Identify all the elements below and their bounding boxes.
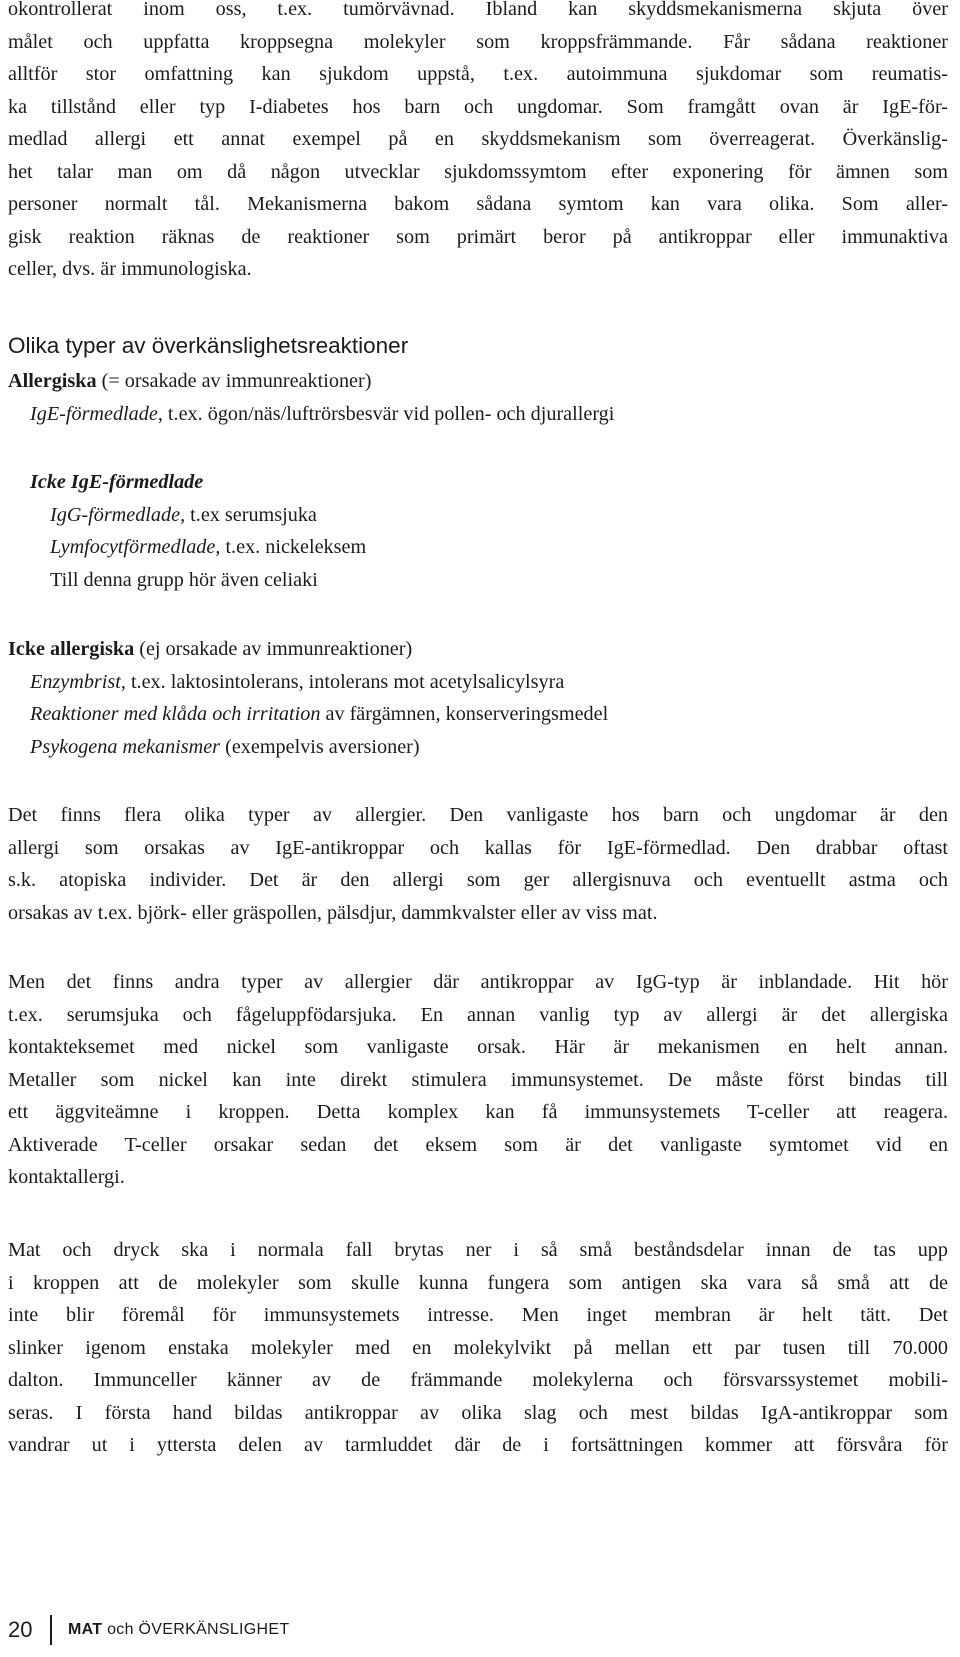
text-line: alltför stor omfattning kan sjukdom uppstå, t.ex. autoimmuna sjukdomar som reumatis- xyxy=(8,63,948,85)
allergic-label: Allergiska xyxy=(8,370,97,392)
lymphocyte-line xyxy=(8,531,948,564)
running-title-mid: och xyxy=(102,1621,139,1638)
text-line: allergi som orsakas av IgE-antikroppar och kallas för IgE-förmedlad. Den drabbar oftast xyxy=(8,836,948,859)
enzyme-line xyxy=(8,666,948,699)
itch-text: av färgämnen, konserveringsmedel xyxy=(320,703,609,725)
text-line: Men det finns andra typer av allergier där antikroppar av IgG-typ är inblandade. Hit hör xyxy=(8,971,948,993)
page-footer xyxy=(8,1612,289,1648)
allergic-desc: (= orsakade av immunreaktioner) xyxy=(96,370,372,392)
footer-divider xyxy=(50,1615,52,1645)
text-line: målet och uppfatta kroppsegna molekyler som kroppsfrämmande. Får sådana reaktioner xyxy=(8,30,948,53)
running-title xyxy=(68,1621,289,1639)
body-paragraph-3 xyxy=(8,1234,948,1462)
text-line: Mat och dryck ska i normala fall brytas ner i så små beståndsdelar innan de tas upp xyxy=(8,1239,948,1261)
psychogenic-text: (exempelvis aversioner) xyxy=(220,735,420,758)
psychogenic-term: Psykogena mekanismer xyxy=(30,735,221,758)
text-line: slinker igenom enstaka molekyler med en molekylvikt på mellan ett par tusen till 70.000 xyxy=(8,1336,948,1359)
allergic-list xyxy=(8,365,948,430)
text-line: kontakteksemet med nickel som vanligaste orsak. Här är mekanismen en helt annan. xyxy=(8,1036,948,1058)
text-line: seras. I första hand bildas antikroppar av olika slag och mest bildas IgA-antikroppar som xyxy=(8,1401,948,1424)
document-page xyxy=(8,0,956,1657)
itch-term: Reaktioner med klåda och irritation xyxy=(30,703,321,725)
text-line: s.k. atopiska individer. Det är den allergi som ger allergisnuva och eventuellt astma och xyxy=(8,869,948,891)
text-line: vandrar ut i yttersta delen av tarmluddet där de i fortsättningen kommer att försvåra för xyxy=(8,1434,948,1456)
igg-term: IgG-förmedlade, xyxy=(50,503,186,526)
non-ige-list xyxy=(8,466,948,596)
text-line: ett äggviteämne i kroppen. Detta komplex kan få immunsystemets T-celler att reagera. xyxy=(8,1101,948,1123)
text-line: ka tillstånd eller typ I-diabetes hos barn och ungdomar. Som framgått ovan är IgE-för- xyxy=(8,95,948,118)
psychogenic-line xyxy=(8,731,948,764)
running-title-end: ÖVERKÄNSLIGHET xyxy=(138,1621,290,1638)
running-title-bold: MAT xyxy=(67,1621,103,1638)
text-line: kontaktallergi. xyxy=(8,1166,125,1188)
ige-line xyxy=(8,398,948,431)
text-line: t.ex. serumsjuka och fågeluppfödarsjuka. En annan vanlig typ av allergi är det allergiska xyxy=(8,1003,948,1026)
ige-term: IgE-förmedlade, xyxy=(30,402,163,425)
text-line: orsakas av t.ex. björk- eller gräspollen, pälsdjur, dammkvalster eller av viss mat. xyxy=(8,901,658,924)
allergic-heading-line xyxy=(8,365,948,398)
text-line: i kroppen att de molekyler som skulle kunna fungera som antigen ska vara så små att de xyxy=(8,1271,948,1294)
text-line: personer normalt tål. Mekanismerna bakom sådana symtom kan vara olika. Som aller- xyxy=(8,193,948,215)
text-line: gisk reaktion räknas de reaktioner som primärt beror på antikroppar eller immunaktiva xyxy=(8,225,948,248)
non-allergic-desc: (ej orsakade av immunreaktioner) xyxy=(134,638,413,660)
celiac-line: Till denna grupp hör även celiaki xyxy=(50,568,318,591)
ige-text: t.ex. ögon/näs/luftrörsbesvär vid pollen- och djurallergi xyxy=(162,402,615,425)
body-paragraph-1 xyxy=(8,799,948,929)
body-paragraph-2 xyxy=(8,966,948,1194)
text-line: dalton. Immunceller känner av de främmande molekylerna och försvarssystemet mobili- xyxy=(8,1369,948,1391)
intro-paragraph xyxy=(8,0,948,286)
enzyme-text: t.ex. laktosintolerans, intolerans mot acetylsalicylsyra xyxy=(125,670,565,693)
itch-line xyxy=(8,698,948,731)
text-line: medlad allergi ett annat exempel på en skyddsmekanism som överreagerat. Överkänslig- xyxy=(8,128,948,150)
page-number: 20 xyxy=(8,1617,33,1642)
section-heading: Olika typer av överkänslighetsreaktioner xyxy=(8,333,409,358)
text-line: Det finns flera olika typer av allergier. Den vanligaste hos barn och ungdomar är den xyxy=(8,804,948,826)
text-line: inte blir föremål för immunsystemets intresse. Men inget membran är helt tätt. Det xyxy=(8,1304,948,1326)
igg-line xyxy=(8,499,948,532)
non-allergic-label: Icke allergiska xyxy=(8,638,135,660)
text-line: Metaller som nickel kan inte direkt stimulera immunsystemet. De måste först bindas till xyxy=(8,1068,948,1091)
igg-text: t.ex serumsjuka xyxy=(185,503,317,526)
lymphocyte-term: Lymfocytförmedlade, xyxy=(50,536,221,558)
text-line: celler, dvs. är immunologiska. xyxy=(8,258,252,280)
non-ige-heading: Icke IgE-förmedlade xyxy=(30,471,204,493)
text-line: het talar man om då någon utvecklar sjukdomssymtom efter exponering för ämnen som xyxy=(8,160,948,183)
lymphocyte-text: t.ex. nickeleksem xyxy=(220,536,367,558)
text-line: okontrollerat inom oss, t.ex. tumörvävnad. Ibland kan skyddsmekanismerna skjuta över xyxy=(8,0,948,20)
non-allergic-list xyxy=(8,633,948,763)
enzyme-term: Enzymbrist, xyxy=(30,670,126,693)
non-allergic-heading-line xyxy=(8,633,948,666)
text-line: Aktiverade T-celler orsakar sedan det eksem som är det vanligaste symtomet vid en xyxy=(8,1133,948,1156)
